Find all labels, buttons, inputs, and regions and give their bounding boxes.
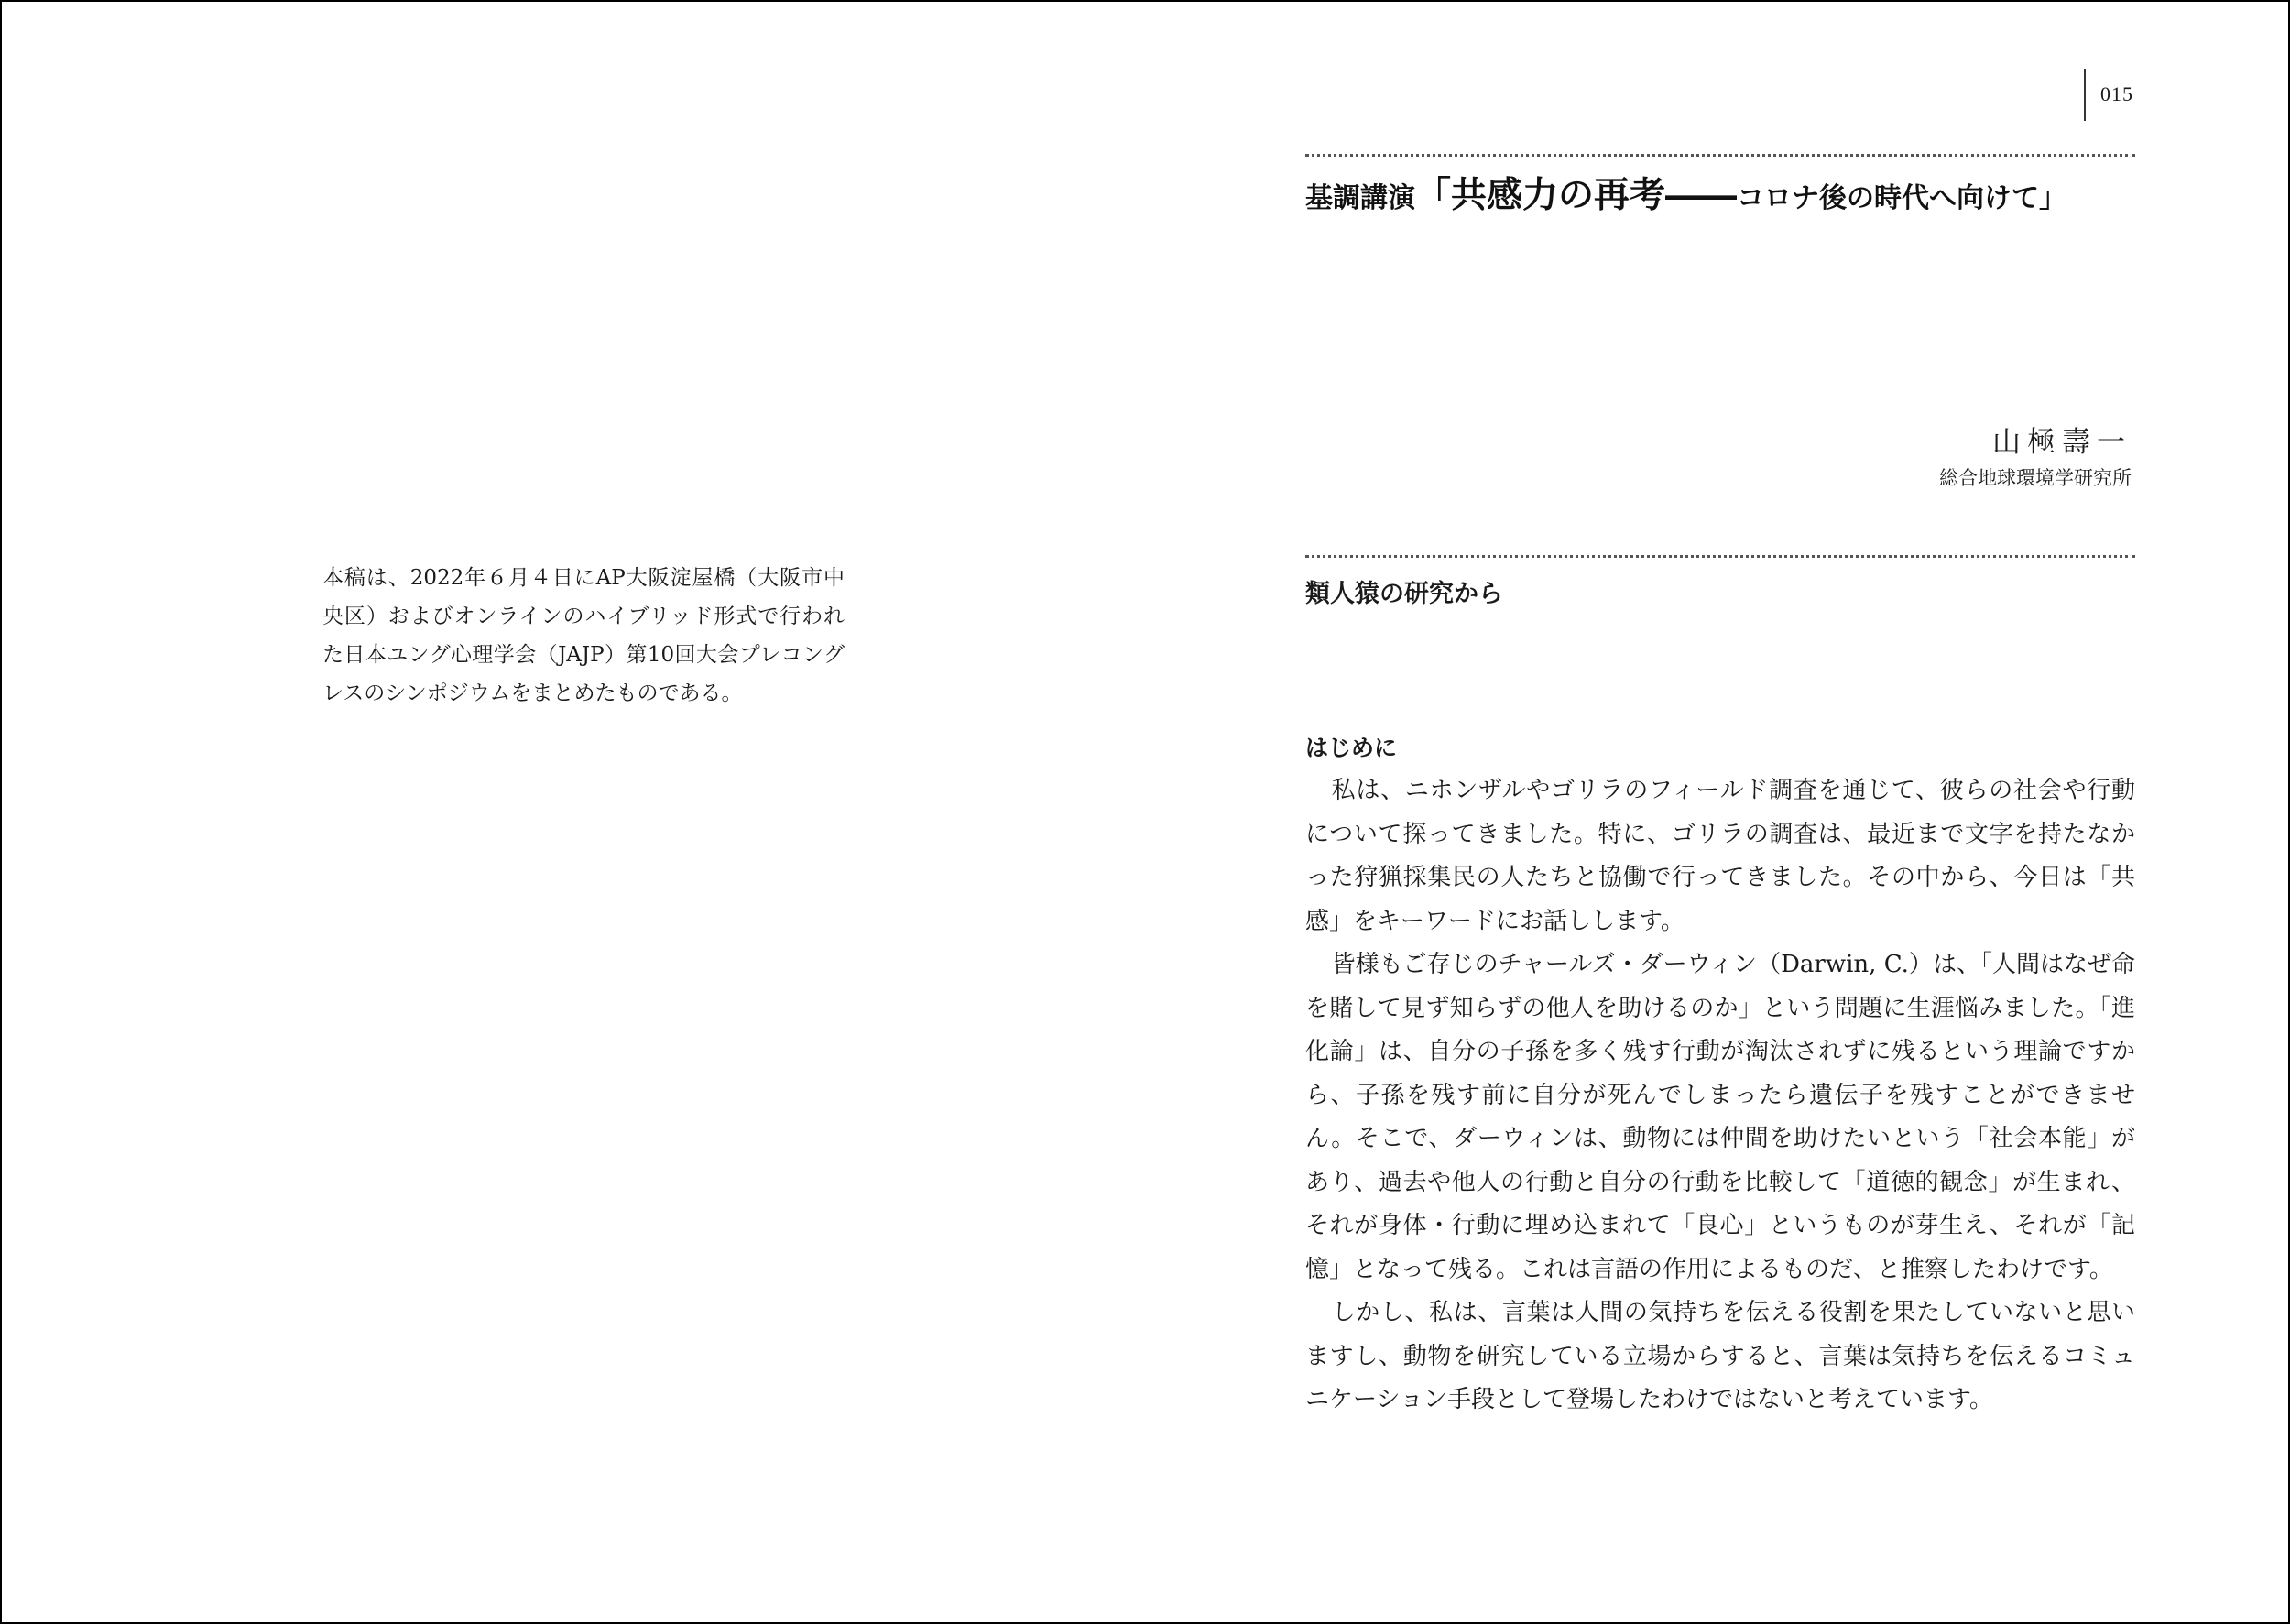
paragraph: 皆様もご存じのチャールズ・ダーウィン（Darwin, C.）は、「人間はなぜ命を賭して見ず知らずの他人を助けるのか」という問題に生涯悩みました。「進化論」は、自分の子孫を多く残す行動が淘汰されずに残るという理論ですから、子孫を残す前に自分が死んでしまったら遺伝子を残すことができません。そこで、ダーウィンは、動物には仲間を助けたいという「社会本能」があり、過去や他人の行動と自分の行動を比較して「道徳的観念」が生まれ、それが身体・行動に埋め込まれて「良心」というものが芽生え、それが「記憶」となって残る。これは言語の作用によるものだ、と推察したわけです。 xyxy=(1305,951,2135,1283)
section-rule xyxy=(1305,555,2135,558)
source-note: 本稿は、2022年６月４日にAP大阪淀屋橋（大阪市中央区）およびオンラインのハイブリッド形式で行われた日本ユング心理学会（JAJP）第10回大会プレコングレスのシンポジウムをまとめたものである。 xyxy=(322,566,845,705)
page-number: 015 xyxy=(2100,82,2133,105)
page-number-rule xyxy=(2084,69,2086,121)
title-subtitle: コロナ後の時代へ向けて」 xyxy=(1737,182,2067,214)
lecture-title xyxy=(1305,167,2066,218)
author-name: 山極壽一 xyxy=(1992,426,2132,459)
paragraph: しかし、私は、言葉は人間の気持ちを伝える役割を果たしていないと思いますし、動物を研究している立場からすると、言葉は気持ちを伝えるコミュニケーション手段として登場したわけではないと考えています。 xyxy=(1305,1299,2135,1413)
title-lead: 基調講演 xyxy=(1305,182,1415,214)
title-top-rule xyxy=(1305,154,2135,157)
subsection-heading: はじめに xyxy=(1305,735,1398,761)
title-main: 「共感力の再考―― xyxy=(1415,174,1738,216)
body-text xyxy=(1305,769,2135,1422)
paragraph: 私は、ニホンザルやゴリラのフィールド調査を通じて、彼らの社会や行動について探ってきました。特に、ゴリラの調査は、最近まで文字を持たなかった狩猟採集民の人たちと協働で行ってきました。その中から、今日は「共感」をキーワードにお話しします。 xyxy=(1305,777,2135,935)
section-heading: 類人猿の研究から xyxy=(1305,580,1503,608)
author-affiliation: 総合地球環境学研究所 xyxy=(1939,467,2132,489)
